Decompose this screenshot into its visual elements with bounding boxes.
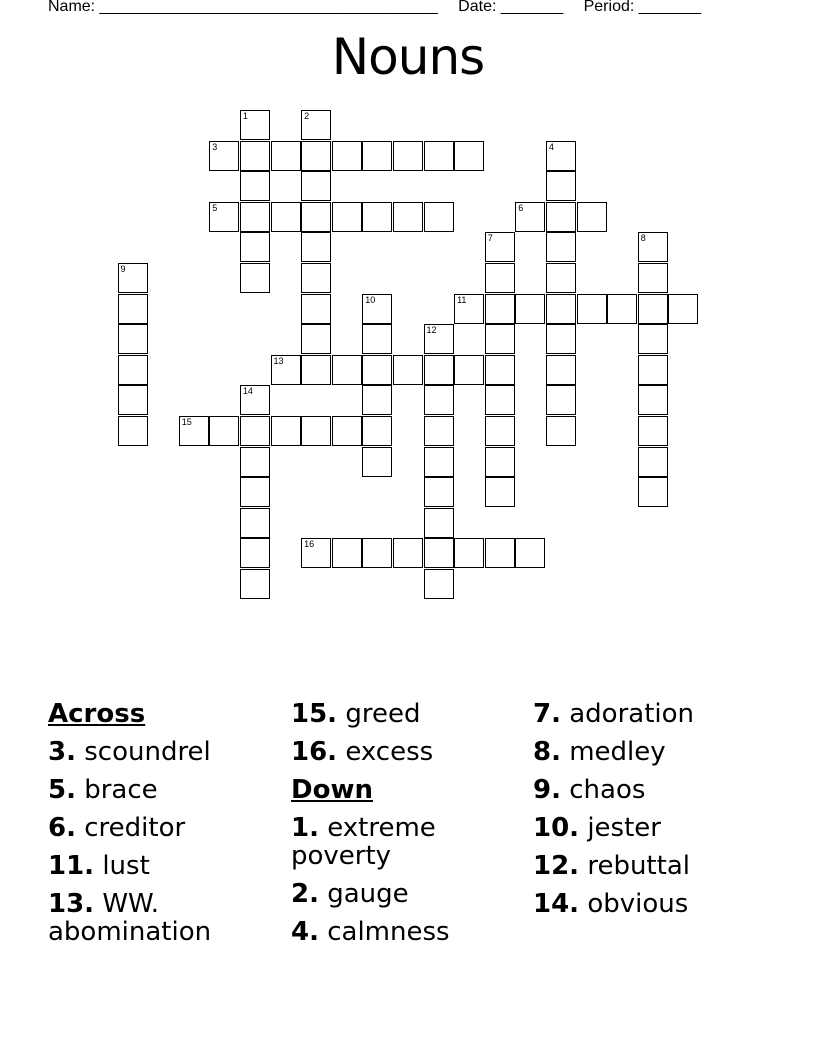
clue-number: 9. <box>533 775 561 805</box>
grid-cell[interactable] <box>301 141 331 171</box>
grid-cell[interactable] <box>424 324 454 354</box>
grid-cell[interactable] <box>240 416 270 446</box>
grid-cell[interactable] <box>393 538 423 568</box>
grid-cell[interactable] <box>577 202 607 232</box>
clue-item <box>533 738 773 766</box>
grid-cell[interactable] <box>485 416 515 446</box>
grid-cell[interactable] <box>454 355 484 385</box>
clue-item <box>291 918 531 946</box>
grid-cell[interactable] <box>332 141 362 171</box>
cell-number: 4 <box>548 141 554 152</box>
clue-text: excess <box>337 737 434 767</box>
grid-cell[interactable] <box>362 385 392 415</box>
clue-item <box>291 700 531 728</box>
grid-cell[interactable] <box>546 294 576 324</box>
grid-cell[interactable] <box>424 141 454 171</box>
clue-item <box>48 890 288 946</box>
clue-number: 13. <box>48 889 95 919</box>
grid-cell[interactable] <box>454 141 484 171</box>
grid-cell[interactable] <box>607 294 637 324</box>
grid-cell[interactable] <box>393 202 423 232</box>
clue-column-2 <box>291 700 531 956</box>
grid-cell[interactable] <box>118 385 148 415</box>
clue-item <box>48 776 288 804</box>
grid-cell[interactable] <box>668 294 698 324</box>
cell-number: 11 <box>457 294 467 305</box>
grid-cell[interactable] <box>240 263 270 293</box>
cell-number: 2 <box>304 111 310 121</box>
clue-text: calmness <box>318 917 450 947</box>
clue-item <box>48 738 288 766</box>
cell-number: 10 <box>365 294 376 305</box>
clue-text: chaos <box>560 775 646 805</box>
cell-number: 3 <box>212 141 218 152</box>
grid-cell[interactable] <box>240 232 270 262</box>
grid-cell[interactable] <box>301 171 331 201</box>
period-field-label: Period: _______ <box>583 0 702 15</box>
across-heading: Across <box>48 699 146 729</box>
clue-text: gauge <box>318 879 409 909</box>
clue-text: rebuttal <box>579 851 690 881</box>
grid-cell[interactable] <box>362 416 392 446</box>
clue-text: scoundrel <box>75 737 211 767</box>
grid-cell[interactable] <box>118 355 148 385</box>
grid-cell[interactable] <box>546 232 576 262</box>
grid-cell[interactable] <box>638 447 668 477</box>
date-field-label: Date: _______ <box>458 0 564 15</box>
clue-item <box>533 814 773 842</box>
clue-number: 3. <box>48 737 76 767</box>
cell-number: 6 <box>518 202 524 213</box>
grid-cell[interactable] <box>546 141 576 171</box>
grid-cell[interactable] <box>240 171 270 201</box>
clue-number: 16. <box>291 737 338 767</box>
grid-cell[interactable] <box>240 569 270 599</box>
cell-number: 9 <box>120 264 126 274</box>
clue-number: 15. <box>291 699 338 729</box>
clue-item <box>291 738 531 766</box>
grid-cell[interactable] <box>271 141 301 171</box>
grid-cell[interactable] <box>240 202 270 232</box>
grid-cell[interactable] <box>485 447 515 477</box>
grid-cell[interactable] <box>301 324 331 354</box>
clue-text: creditor <box>75 813 186 843</box>
cell-number: 15 <box>181 417 192 427</box>
grid-cell[interactable] <box>638 232 668 262</box>
grid-cell[interactable] <box>485 232 515 262</box>
clue-item <box>533 776 773 804</box>
clue-text: adoration <box>560 699 695 729</box>
grid-cell[interactable] <box>546 416 576 446</box>
grid-cell[interactable] <box>485 538 515 568</box>
down-heading: Down <box>291 775 373 805</box>
clue-text: medley <box>560 737 666 767</box>
grid-cell[interactable] <box>454 294 484 324</box>
grid-cell[interactable] <box>362 447 392 477</box>
grid-cell[interactable] <box>362 355 392 385</box>
grid-cell[interactable] <box>485 324 515 354</box>
grid-cell[interactable] <box>179 416 209 446</box>
grid-cell[interactable] <box>546 263 576 293</box>
grid-cell[interactable] <box>332 538 362 568</box>
grid-cell[interactable] <box>546 355 576 385</box>
grid-cell[interactable] <box>301 355 331 385</box>
clue-text: extreme poverty <box>291 813 436 871</box>
grid-cell[interactable] <box>332 355 362 385</box>
grid-cell[interactable] <box>546 385 576 415</box>
cell-number: 14 <box>242 386 253 397</box>
grid-cell[interactable] <box>393 141 423 171</box>
grid-cell[interactable] <box>271 202 301 232</box>
grid-cell[interactable] <box>301 538 331 568</box>
grid-cell[interactable] <box>424 355 454 385</box>
grid-cell[interactable] <box>485 385 515 415</box>
grid-cell[interactable] <box>546 202 576 232</box>
cell-number: 7 <box>487 233 493 244</box>
clue-column-1 <box>48 700 288 956</box>
grid-cell[interactable] <box>577 294 607 324</box>
grid-cell[interactable] <box>362 141 392 171</box>
grid-cell[interactable] <box>118 324 148 354</box>
clue-item <box>533 852 773 880</box>
grid-cell[interactable] <box>638 263 668 293</box>
grid-cell[interactable] <box>638 324 668 354</box>
grid-cell[interactable] <box>362 538 392 568</box>
grid-cell[interactable] <box>332 202 362 232</box>
clue-text: lust <box>94 851 150 881</box>
grid-cell[interactable] <box>424 508 454 538</box>
grid-cell[interactable] <box>209 416 239 446</box>
grid-cell[interactable] <box>240 477 270 507</box>
grid-cell[interactable] <box>362 324 392 354</box>
cell-number: 8 <box>640 233 646 244</box>
clue-number: 8. <box>533 737 561 767</box>
cell-number: 5 <box>212 202 218 213</box>
grid-cell[interactable] <box>301 232 331 262</box>
grid-cell[interactable] <box>485 294 515 324</box>
grid-cell[interactable] <box>118 263 148 293</box>
clue-number: 10. <box>533 813 580 843</box>
clue-number: 1. <box>291 813 319 843</box>
grid-cell[interactable] <box>301 202 331 232</box>
clue-number: 11. <box>48 851 95 881</box>
grid-cell[interactable] <box>240 447 270 477</box>
grid-cell[interactable] <box>546 324 576 354</box>
grid-cell[interactable] <box>118 416 148 446</box>
grid-cell[interactable] <box>424 202 454 232</box>
grid-cell[interactable] <box>424 569 454 599</box>
grid-cell[interactable] <box>515 202 545 232</box>
grid-cell[interactable] <box>424 416 454 446</box>
grid-cell[interactable] <box>424 477 454 507</box>
clue-number: 4. <box>291 917 319 947</box>
clue-text: WW. abomination <box>48 889 212 947</box>
grid-cell[interactable] <box>301 416 331 446</box>
page-title: Nouns <box>331 28 485 86</box>
grid-cell[interactable] <box>240 385 270 415</box>
cell-number: 1 <box>242 111 248 121</box>
clue-item <box>291 814 531 870</box>
grid-cell[interactable] <box>638 477 668 507</box>
clue-number: 14. <box>533 889 580 919</box>
grid-cell[interactable] <box>362 202 392 232</box>
grid-cell[interactable] <box>271 416 301 446</box>
clue-text: greed <box>337 699 421 729</box>
grid-cell[interactable] <box>240 110 270 140</box>
clue-item <box>291 880 531 908</box>
clue-item <box>48 852 288 880</box>
grid-cell[interactable] <box>424 447 454 477</box>
grid-cell[interactable] <box>485 355 515 385</box>
clue-number: 7. <box>533 699 561 729</box>
grid-cell[interactable] <box>485 263 515 293</box>
clue-number: 2. <box>291 879 319 909</box>
clue-item <box>48 814 288 842</box>
clue-number: 5. <box>48 775 76 805</box>
cell-number: 16 <box>304 539 315 550</box>
grid-cell[interactable] <box>301 110 331 140</box>
grid-cell[interactable] <box>362 294 392 324</box>
grid-cell[interactable] <box>485 477 515 507</box>
name-field-label: Name: ______________________________________ <box>48 0 438 15</box>
clue-text: jester <box>579 813 661 843</box>
grid-cell[interactable] <box>240 508 270 538</box>
grid-cell[interactable] <box>301 263 331 293</box>
grid-cell[interactable] <box>515 538 545 568</box>
grid-cell[interactable] <box>454 538 484 568</box>
grid-cell[interactable] <box>209 141 239 171</box>
grid-cell[interactable] <box>240 141 270 171</box>
clue-column-3 <box>533 700 773 928</box>
cell-number: 13 <box>273 355 284 366</box>
grid-cell[interactable] <box>209 202 239 232</box>
grid-cell[interactable] <box>118 294 148 324</box>
clue-text: brace <box>75 775 158 805</box>
grid-cell[interactable] <box>271 355 301 385</box>
grid-cell[interactable] <box>546 171 576 201</box>
clue-text: obvious <box>579 889 689 919</box>
grid-cell[interactable] <box>240 538 270 568</box>
grid-cell[interactable] <box>638 294 668 324</box>
grid-cell[interactable] <box>638 385 668 415</box>
grid-cell[interactable] <box>424 385 454 415</box>
clue-number: 6. <box>48 813 76 843</box>
grid-cell[interactable] <box>332 416 362 446</box>
grid-cell[interactable] <box>301 294 331 324</box>
clue-item <box>533 890 773 918</box>
clue-item <box>533 700 773 728</box>
cell-number: 12 <box>426 325 437 336</box>
grid-cell[interactable] <box>393 355 423 385</box>
grid-cell[interactable] <box>638 355 668 385</box>
grid-cell[interactable] <box>638 416 668 446</box>
grid-cell[interactable] <box>515 294 545 324</box>
clue-number: 12. <box>533 851 580 881</box>
grid-cell[interactable] <box>424 538 454 568</box>
